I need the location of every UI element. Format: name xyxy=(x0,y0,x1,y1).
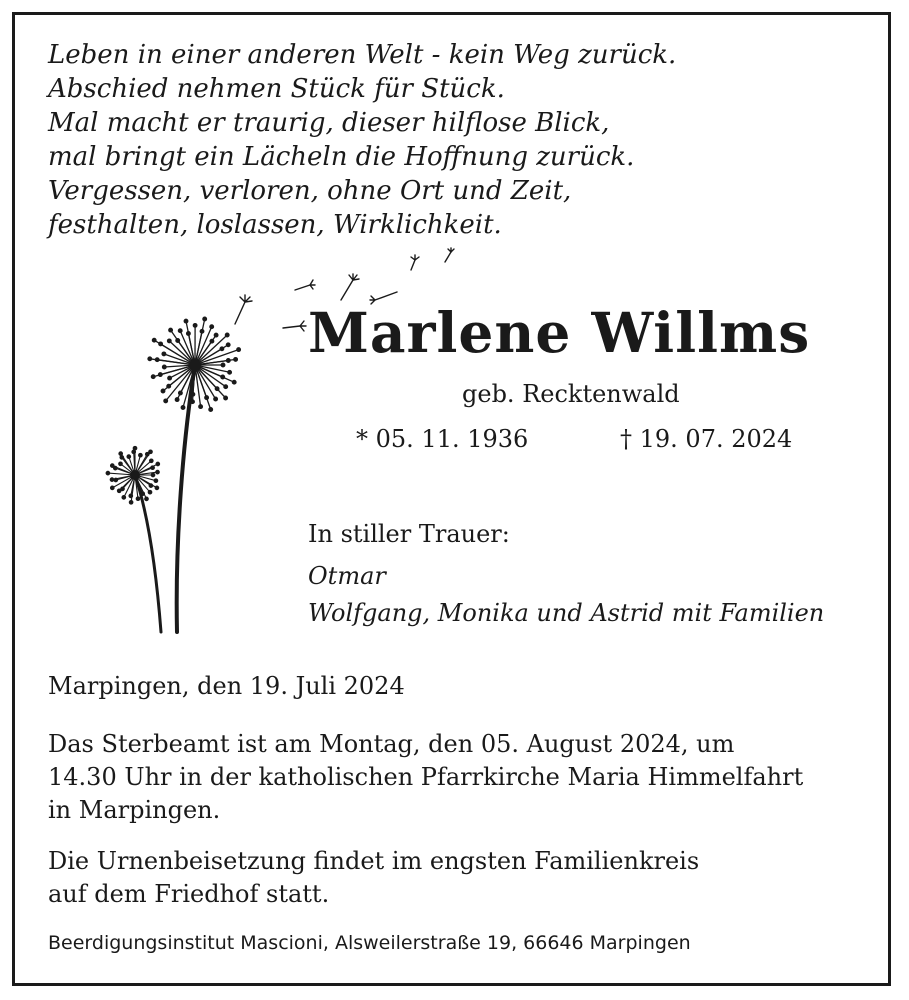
place-date: Marpingen, den 19. Juli 2024 xyxy=(48,672,405,700)
mourner: Wolfgang, Monika und Astrid mit Familien xyxy=(308,599,825,627)
urn-announcement xyxy=(48,845,848,911)
poem-line: festhalten, loslassen, Wirklichkeit. xyxy=(48,210,502,240)
service-line: in Marpingen. xyxy=(48,796,221,824)
maiden-name: geb. Recktenwald xyxy=(462,380,680,408)
poem-line: Mal macht er traurig, dieser hilflose Blick, xyxy=(48,108,610,138)
death-date: † 19. 07. 2024 xyxy=(620,425,793,453)
birth-date: * 05. 11. 1936 xyxy=(356,425,529,453)
mourner: Otmar xyxy=(308,562,386,590)
service-line: 14.30 Uhr in der katholischen Pfarrkirche Maria Himmelfahrt xyxy=(48,763,804,791)
undertaker-info: Beerdigungsinstitut Mascioni, Alsweilerstraße 19, 66646 Marpingen xyxy=(48,932,691,954)
mourners-list xyxy=(308,558,824,632)
poem xyxy=(48,38,676,242)
poem-line: Leben in einer anderen Welt - kein Weg zurück. xyxy=(48,40,677,70)
poem-line: Vergessen, verloren, ohne Ort und Zeit, xyxy=(48,176,572,206)
urn-line: Die Urnenbeisetzung findet im engsten Familienkreis xyxy=(48,847,700,875)
service-line: Das Sterbeamt ist am Montag, den 05. August 2024, um xyxy=(48,730,735,758)
poem-line: mal bringt ein Lächeln die Hoffnung zurück. xyxy=(48,142,635,172)
service-announcement xyxy=(48,728,848,827)
mourning-heading: In stiller Trauer: xyxy=(308,520,510,548)
deceased-name: Marlene Willms xyxy=(308,300,811,365)
urn-line: auf dem Friedhof statt. xyxy=(48,880,330,908)
poem-line: Abschied nehmen Stück für Stück. xyxy=(48,74,505,104)
